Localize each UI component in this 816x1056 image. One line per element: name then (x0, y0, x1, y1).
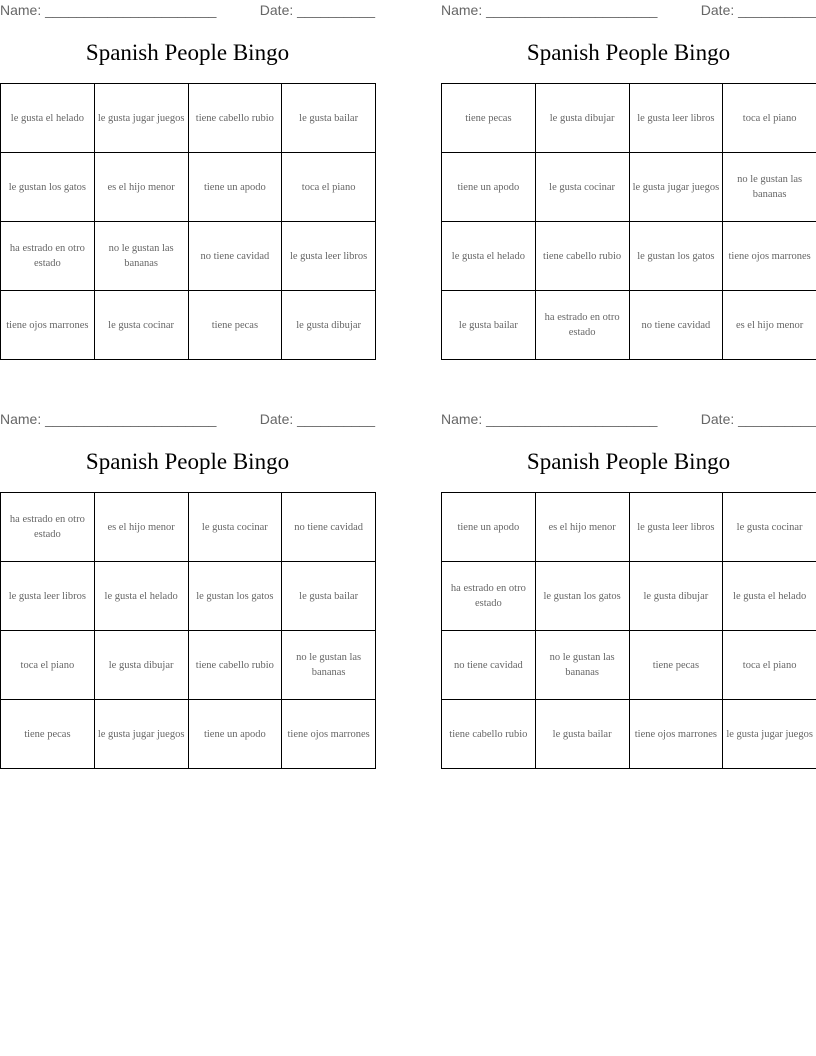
grid-row (1, 631, 376, 700)
grid-row (1, 84, 376, 153)
grid-row (442, 700, 816, 769)
bingo-cell: tiene pecas (629, 631, 723, 700)
bingo-cell: le gusta cocinar (535, 153, 629, 222)
grid-row (1, 153, 376, 222)
bingo-cell: le gusta dibujar (535, 84, 629, 153)
card-header (0, 0, 375, 22)
bingo-cell: toca el piano (1, 631, 95, 700)
grid-row (442, 631, 816, 700)
bingo-cell: toca el piano (723, 84, 816, 153)
bingo-cell: tiene cabello rubio (188, 631, 282, 700)
bingo-cell: tiene un apodo (442, 153, 536, 222)
card-title: Spanish People Bingo (526, 449, 731, 474)
grid-row (1, 700, 376, 769)
bingo-cell: le gustan los gatos (188, 562, 282, 631)
bingo-cell: le gusta cocinar (188, 493, 282, 562)
bingo-cell: tiene cabello rubio (535, 222, 629, 291)
bingo-cell: le gusta bailar (442, 291, 536, 360)
name-field-label: Name: ______________________ (441, 411, 658, 427)
bingo-grid (441, 83, 816, 360)
date-field-label: Date: __________ (700, 411, 816, 427)
card-title: Spanish People Bingo (526, 40, 731, 65)
name-field-label: Name: ______________________ (441, 2, 658, 18)
bingo-grid (441, 492, 816, 769)
grid-row (1, 562, 376, 631)
bingo-cell: tiene ojos marrones (1, 291, 95, 360)
bingo-cell: le gusta jugar juegos (629, 153, 723, 222)
bingo-cell: no tiene cavidad (188, 222, 282, 291)
bingo-cell: tiene ojos marrones (282, 700, 376, 769)
date-field-label: Date: __________ (700, 2, 816, 18)
bingo-grid (0, 83, 376, 360)
bingo-cell: tiene un apodo (442, 493, 536, 562)
date-field-label: Date: __________ (259, 411, 375, 427)
bingo-cell: ha estrado en otro estado (442, 562, 536, 631)
bingo-cell: no tiene cavidad (442, 631, 536, 700)
bingo-cell: le gusta dibujar (94, 631, 188, 700)
bingo-cell: tiene cabello rubio (188, 84, 282, 153)
grid-row (1, 291, 376, 360)
bingo-cell: es el hijo menor (94, 153, 188, 222)
bingo-cell: le gusta el helado (442, 222, 536, 291)
bingo-cell: le gusta bailar (282, 84, 376, 153)
bingo-cell: no le gustan las bananas (723, 153, 816, 222)
card-title: Spanish People Bingo (85, 40, 290, 65)
bingo-cell: le gusta el helado (723, 562, 816, 631)
bingo-cell: le gusta jugar juegos (723, 700, 816, 769)
bingo-cell: le gusta leer libros (629, 493, 723, 562)
bingo-cell: toca el piano (723, 631, 816, 700)
bingo-cell: le gusta el helado (94, 562, 188, 631)
grid-row (442, 222, 816, 291)
bingo-cell: le gusta cocinar (723, 493, 816, 562)
date-field-label: Date: __________ (259, 2, 375, 18)
bingo-cell: no le gustan las bananas (282, 631, 376, 700)
bingo-card-4 (441, 409, 816, 740)
bingo-cell: tiene un apodo (188, 153, 282, 222)
grid-row (442, 562, 816, 631)
bingo-cell: ha estrado en otro estado (1, 493, 95, 562)
bingo-cell: tiene cabello rubio (442, 700, 536, 769)
card-title: Spanish People Bingo (85, 449, 290, 474)
bingo-cell: no tiene cavidad (282, 493, 376, 562)
bingo-cell: tiene ojos marrones (723, 222, 816, 291)
bingo-cell: es el hijo menor (535, 493, 629, 562)
bingo-cell: le gusta dibujar (282, 291, 376, 360)
grid-row (442, 84, 816, 153)
name-field-label: Name: ______________________ (0, 411, 217, 427)
grid-row (1, 493, 376, 562)
grid-row (1, 222, 376, 291)
bingo-cell: le gusta bailar (282, 562, 376, 631)
bingo-cell: toca el piano (282, 153, 376, 222)
bingo-cell: le gusta jugar juegos (94, 84, 188, 153)
bingo-card-1 (0, 0, 375, 331)
bingo-grid (0, 492, 376, 769)
bingo-cell: tiene pecas (442, 84, 536, 153)
bingo-cell: le gusta dibujar (629, 562, 723, 631)
bingo-cell: tiene un apodo (188, 700, 282, 769)
bingo-cell: tiene pecas (1, 700, 95, 769)
grid-row (442, 153, 816, 222)
bingo-cell: ha estrado en otro estado (1, 222, 95, 291)
bingo-card-2 (441, 0, 816, 338)
grid-row (442, 493, 816, 562)
grid-row (442, 291, 816, 360)
bingo-cell: le gusta bailar (535, 700, 629, 769)
bingo-cell: no tiene cavidad (629, 291, 723, 360)
bingo-cell: no le gustan las bananas (94, 222, 188, 291)
bingo-cell: le gusta leer libros (1, 562, 95, 631)
bingo-cell: es el hijo menor (94, 493, 188, 562)
bingo-cell: le gusta cocinar (94, 291, 188, 360)
bingo-cell: no le gustan las bananas (535, 631, 629, 700)
bingo-cell: ha estrado en otro estado (535, 291, 629, 360)
bingo-cell: le gustan los gatos (1, 153, 95, 222)
card-header (0, 409, 375, 431)
bingo-card-3 (0, 409, 375, 740)
card-header (441, 0, 816, 22)
bingo-cell: le gustan los gatos (535, 562, 629, 631)
bingo-cell: es el hijo menor (723, 291, 816, 360)
card-header (441, 409, 816, 431)
bingo-cell: le gusta leer libros (629, 84, 723, 153)
bingo-cell: tiene pecas (188, 291, 282, 360)
bingo-cell: tiene ojos marrones (629, 700, 723, 769)
bingo-cell: le gusta el helado (1, 84, 95, 153)
bingo-cell: le gusta leer libros (282, 222, 376, 291)
name-field-label: Name: ______________________ (0, 2, 217, 18)
bingo-cell: le gusta jugar juegos (94, 700, 188, 769)
bingo-cell: le gustan los gatos (629, 222, 723, 291)
